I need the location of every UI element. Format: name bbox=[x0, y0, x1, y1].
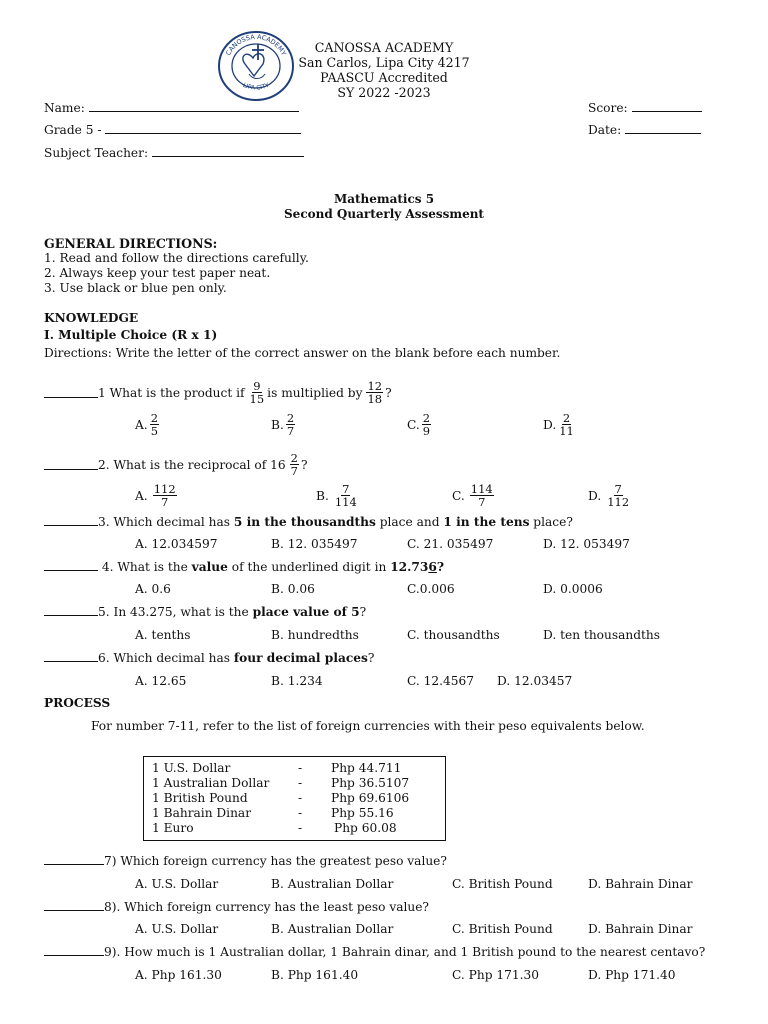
assessment-title: Second Quarterly Assessment bbox=[284, 207, 484, 221]
q1-choice-c[interactable]: C. $\frac{2}{9}$ bbox=[407, 411, 431, 438]
school-address: San Carlos, Lipa City 4217 bbox=[298, 55, 470, 70]
q6-choice-d[interactable]: D. 12.03457 bbox=[497, 674, 573, 688]
currency-dash: - bbox=[298, 791, 303, 805]
q9-choice-d[interactable]: D. Php 171.40 bbox=[588, 968, 676, 982]
currency-dash: - bbox=[298, 761, 303, 775]
currency-dash: - bbox=[298, 806, 303, 820]
subject-title: Mathematics 5 bbox=[333, 192, 435, 206]
question-5: 5. In 43.275, what is the place value of 5? bbox=[44, 605, 366, 619]
q5-choice-b[interactable]: B. hundredths bbox=[271, 628, 359, 642]
currency-row: 1 British Pound bbox=[152, 791, 248, 805]
q3-choice-c[interactable]: C. 21. 035497 bbox=[407, 537, 494, 551]
answer-blank[interactable] bbox=[44, 560, 98, 571]
q4-choice-a[interactable]: A. 0.6 bbox=[135, 582, 171, 596]
currency-value: Php 36.5107 bbox=[331, 776, 410, 790]
grade-field[interactable] bbox=[44, 123, 301, 137]
q3-choice-b[interactable]: B. 12. 035497 bbox=[271, 537, 358, 551]
name-blank[interactable] bbox=[89, 101, 299, 112]
process-intro: For number 7-11, refer to the list of foreign currencies with their peso equivalents below. bbox=[91, 719, 645, 733]
q2-text: 2. What is the reciprocal of 16 bbox=[98, 457, 286, 472]
q4-choice-d[interactable]: D. 0.0006 bbox=[543, 582, 603, 596]
part-instruction: Directions: Write the letter of the correct answer on the blank before each number. bbox=[44, 346, 561, 360]
answer-blank[interactable] bbox=[44, 854, 104, 865]
q9-choice-c[interactable]: C. Php 171.30 bbox=[452, 968, 540, 982]
direction-item: 1. Read and follow the directions carefully. bbox=[44, 251, 309, 265]
q2-choice-d[interactable]: D. $\frac{7}{112}$ bbox=[588, 482, 630, 509]
currency-value: Php 55.16 bbox=[331, 806, 394, 820]
currency-row: 1 U.S. Dollar bbox=[152, 761, 231, 775]
grade-label: Grade 5 - bbox=[44, 123, 102, 137]
teacher-field[interactable] bbox=[44, 146, 304, 160]
currency-value: Php 44.711 bbox=[331, 761, 402, 775]
q1-choice-d[interactable]: D. $\frac{2}{11}$ bbox=[543, 411, 574, 438]
q1-post: ? bbox=[385, 385, 392, 400]
question-9: 9). How much is 1 Australian dollar, 1 Bahrain dinar, and 1 British pound to the nearest centavo? bbox=[44, 945, 705, 959]
q2-mixed-fraction: $\frac{2}{7}$ bbox=[290, 451, 298, 478]
q6-choice-c[interactable]: C. 12.4567 bbox=[407, 674, 475, 688]
accreditation: PAASCU Accredited bbox=[320, 70, 448, 85]
currency-dash: - bbox=[298, 821, 303, 835]
teacher-label: Subject Teacher: bbox=[44, 146, 149, 160]
question-6: 6. Which decimal has four decimal places? bbox=[44, 651, 374, 665]
q1-choice-b[interactable]: B. $\frac{2}{7}$ bbox=[271, 411, 295, 438]
q1-text: 1 What is the product if bbox=[98, 385, 245, 400]
q3-choice-a[interactable]: A. 12.034597 bbox=[135, 537, 218, 551]
grade-blank[interactable] bbox=[105, 123, 301, 134]
name-label: Name: bbox=[44, 101, 85, 115]
q6-choice-a[interactable]: A. 12.65 bbox=[135, 674, 187, 688]
q2-choice-c[interactable]: C. $\frac{114}{7}$ bbox=[452, 482, 493, 509]
score-field[interactable] bbox=[588, 101, 702, 115]
underlined-digit: 6 bbox=[428, 560, 437, 574]
currency-row: 1 Bahrain Dinar bbox=[152, 806, 252, 820]
question-8: 8). Which foreign currency has the least peso value? bbox=[44, 900, 429, 914]
currency-row: 1 Australian Dollar bbox=[152, 776, 270, 790]
currency-value: Php 60.08 bbox=[334, 821, 397, 835]
q8-choice-a[interactable]: A. U.S. Dollar bbox=[135, 922, 219, 936]
q8-choice-b[interactable]: B. Australian Dollar bbox=[271, 922, 394, 936]
q1-fraction-1: $\frac{9}{15}$ bbox=[249, 379, 265, 406]
question-3: 3. Which decimal has 5 in the thousandths place and 1 in the tens place? bbox=[44, 515, 573, 529]
seal-bottom-text: LIPA CITY bbox=[241, 81, 271, 92]
currency-dash: - bbox=[298, 776, 303, 790]
teacher-blank[interactable] bbox=[152, 146, 304, 157]
q1-mid: is multiplied by bbox=[267, 385, 363, 400]
q6-choice-b[interactable]: B. 1.234 bbox=[271, 674, 323, 688]
q4-choice-c[interactable]: C.0.006 bbox=[407, 582, 455, 596]
question-7: 7) Which foreign currency has the greatest peso value? bbox=[44, 854, 447, 868]
q2-choice-a[interactable]: A. $\frac{112}{7}$ bbox=[135, 482, 176, 509]
q7-choice-d[interactable]: D. Bahrain Dinar bbox=[588, 877, 693, 891]
currency-value: Php 69.6106 bbox=[331, 791, 410, 805]
part-heading: I. Multiple Choice (R x 1) bbox=[44, 328, 218, 342]
q5-choice-d[interactable]: D. ten thousandths bbox=[543, 628, 661, 642]
q7-choice-c[interactable]: C. British Pound bbox=[452, 877, 553, 891]
answer-blank[interactable] bbox=[44, 651, 98, 662]
q9-choice-a[interactable]: A. Php 161.30 bbox=[135, 968, 222, 982]
direction-item: 3. Use black or blue pen only. bbox=[44, 281, 227, 295]
school-year: SY 2022 -2023 bbox=[337, 85, 431, 100]
score-blank[interactable] bbox=[632, 101, 702, 112]
q5-choice-c[interactable]: C. thousandths bbox=[407, 628, 500, 642]
q3-choice-d[interactable]: D. 12. 053497 bbox=[543, 537, 630, 551]
answer-blank[interactable] bbox=[44, 900, 104, 911]
q1-choice-a[interactable]: A. $\frac{2}{5}$ bbox=[135, 411, 159, 438]
question-1 bbox=[44, 380, 392, 405]
q2-choice-b[interactable]: B. $\frac{7}{114}$ bbox=[316, 482, 357, 509]
question-4: 4. What is the value of the underlined digit in 12.736? bbox=[44, 560, 444, 574]
date-blank[interactable] bbox=[625, 123, 701, 134]
date-label: Date: bbox=[588, 123, 622, 137]
answer-blank[interactable] bbox=[44, 945, 104, 956]
q9-choice-b[interactable]: B. Php 161.40 bbox=[271, 968, 359, 982]
q2-post: ? bbox=[300, 457, 308, 472]
knowledge-heading: KNOWLEDGE bbox=[44, 311, 139, 325]
date-field[interactable] bbox=[588, 123, 701, 137]
q8-choice-d[interactable]: D. Bahrain Dinar bbox=[588, 922, 693, 936]
process-heading: PROCESS bbox=[44, 696, 111, 710]
question-2 bbox=[44, 452, 307, 477]
directions-heading: GENERAL DIRECTIONS: bbox=[44, 236, 218, 251]
currency-row: 1 Euro bbox=[152, 821, 194, 835]
answer-blank[interactable] bbox=[44, 387, 98, 398]
answer-blank[interactable] bbox=[44, 459, 98, 470]
seal-top-text: CANOSSA ACADEMY bbox=[224, 32, 288, 57]
q7-choice-a[interactable]: A. U.S. Dollar bbox=[135, 877, 219, 891]
q4-choice-b[interactable]: B. 0.06 bbox=[271, 582, 315, 596]
answer-blank[interactable] bbox=[44, 605, 98, 616]
score-label: Score: bbox=[588, 101, 628, 115]
q1-fraction-2: $\frac{12}{18}$ bbox=[367, 379, 383, 406]
answer-blank[interactable] bbox=[44, 515, 98, 526]
name-field[interactable] bbox=[44, 101, 299, 115]
school-name: CANOSSA ACADEMY bbox=[314, 40, 454, 55]
q7-choice-b[interactable]: B. Australian Dollar bbox=[271, 877, 394, 891]
q5-choice-a[interactable]: A. tenths bbox=[135, 628, 191, 642]
direction-item: 2. Always keep your test paper neat. bbox=[44, 266, 271, 280]
q8-choice-c[interactable]: C. British Pound bbox=[452, 922, 553, 936]
